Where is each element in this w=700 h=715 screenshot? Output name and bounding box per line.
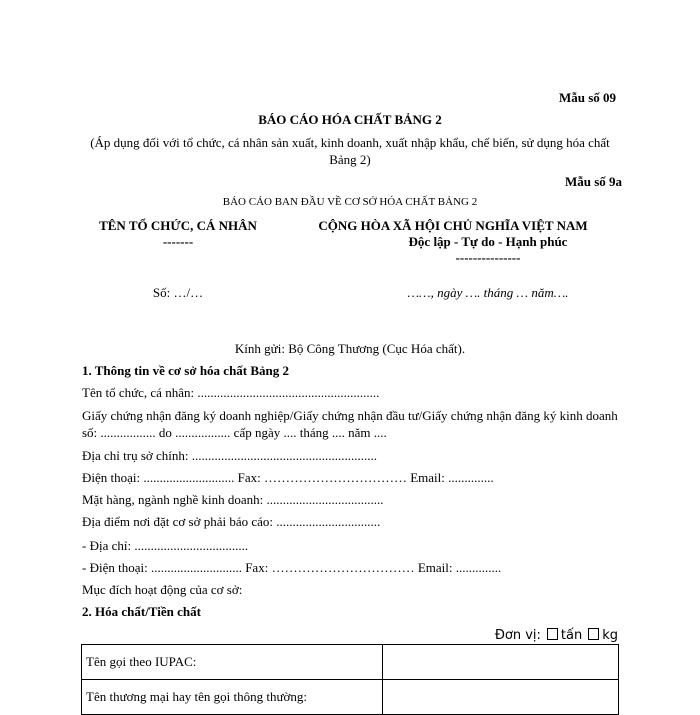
- nation-name: CỘNG HÒA XÃ HỘI CHỦ NGHĨA VIỆT NAM: [318, 218, 588, 233]
- table-row: [82, 680, 619, 715]
- field-facility-contact: - Điện thoại: ............................ Fax: …………………………… Email: ..............: [82, 560, 502, 575]
- iupac-name-label: Tên gọi theo IUPAC:: [82, 645, 383, 680]
- field-business-registration: Giấy chứng nhận đăng ký doanh nghiệp/Giấy chứng nhận đầu tư/Giấy chứng nhận đăng ký kinh doanh số: ................. do ................. cấp ngày .... tháng .... năm ....: [82, 408, 618, 440]
- unit-ton-label: tấn: [560, 628, 583, 643]
- unit-ton-checkbox[interactable]: [547, 628, 558, 640]
- form-number-9a: Mẫu số 9a: [564, 174, 622, 189]
- nation-motto: Độc lập - Tự do - Hạnh phúc: [408, 234, 568, 249]
- form-number-09: Mẫu số 09: [558, 90, 616, 105]
- nation-divider: ---------------: [455, 250, 521, 265]
- field-contact: Điện thoại: ............................ Fax: …………………………… Email: ..............: [82, 470, 494, 485]
- table-row: [82, 645, 619, 680]
- field-operation-purpose: Mục đích hoạt động của cơ sở:: [82, 582, 243, 597]
- report-title: BÁO CÁO HÓA CHẤT BẢNG 2: [258, 112, 442, 127]
- unit-label: Đơn vị:: [494, 628, 541, 643]
- report-subtitle: (Áp dụng đối với tổ chức, cá nhân sản xuất, kinh doanh, xuất nhập khẩu, chế biến, sử dụng hóa chất Bảng 2): [90, 135, 610, 167]
- document-number: Số: …/…: [152, 285, 204, 300]
- field-organization-name: Tên tổ chức, cá nhân: ........................................................: [82, 385, 380, 400]
- field-business-lines: Mặt hàng, ngành nghề kinh doanh: ....................................: [82, 492, 384, 507]
- chemical-info-table: [81, 644, 619, 715]
- recipient-line: Kính gửi: Bộ Công Thương (Cục Hóa chất).: [234, 341, 466, 356]
- trade-name-field[interactable]: [383, 680, 619, 715]
- iupac-name-field[interactable]: [383, 645, 619, 680]
- unit-selector: [495, 628, 618, 643]
- document-date: ……, ngày …. tháng … năm….: [407, 285, 569, 300]
- unit-kg-label: kg: [602, 628, 618, 643]
- organization-divider: -------: [162, 234, 194, 249]
- field-head-office-address: Địa chỉ trụ sở chính: .........................................................: [82, 448, 378, 463]
- initial-report-title: BÁO CÁO BAN ĐẦU VỀ CƠ SỞ HÓA CHẤT BẢNG 2: [222, 196, 478, 208]
- field-facility-location: Địa điểm nơi đặt cơ sở phải báo cáo: ................................: [82, 514, 381, 529]
- trade-name-label: Tên thương mại hay tên gọi thông thường:: [82, 680, 383, 715]
- section-2-heading: 2. Hóa chất/Tiền chất: [82, 604, 201, 619]
- unit-kg-checkbox[interactable]: [588, 628, 599, 640]
- organization-name: TÊN TỔ CHỨC, CÁ NHÂN: [99, 218, 257, 233]
- section-1-heading: 1. Thông tin về cơ sở hóa chất Bảng 2: [82, 363, 290, 378]
- field-facility-address: - Địa chỉ: ...................................: [82, 538, 249, 553]
